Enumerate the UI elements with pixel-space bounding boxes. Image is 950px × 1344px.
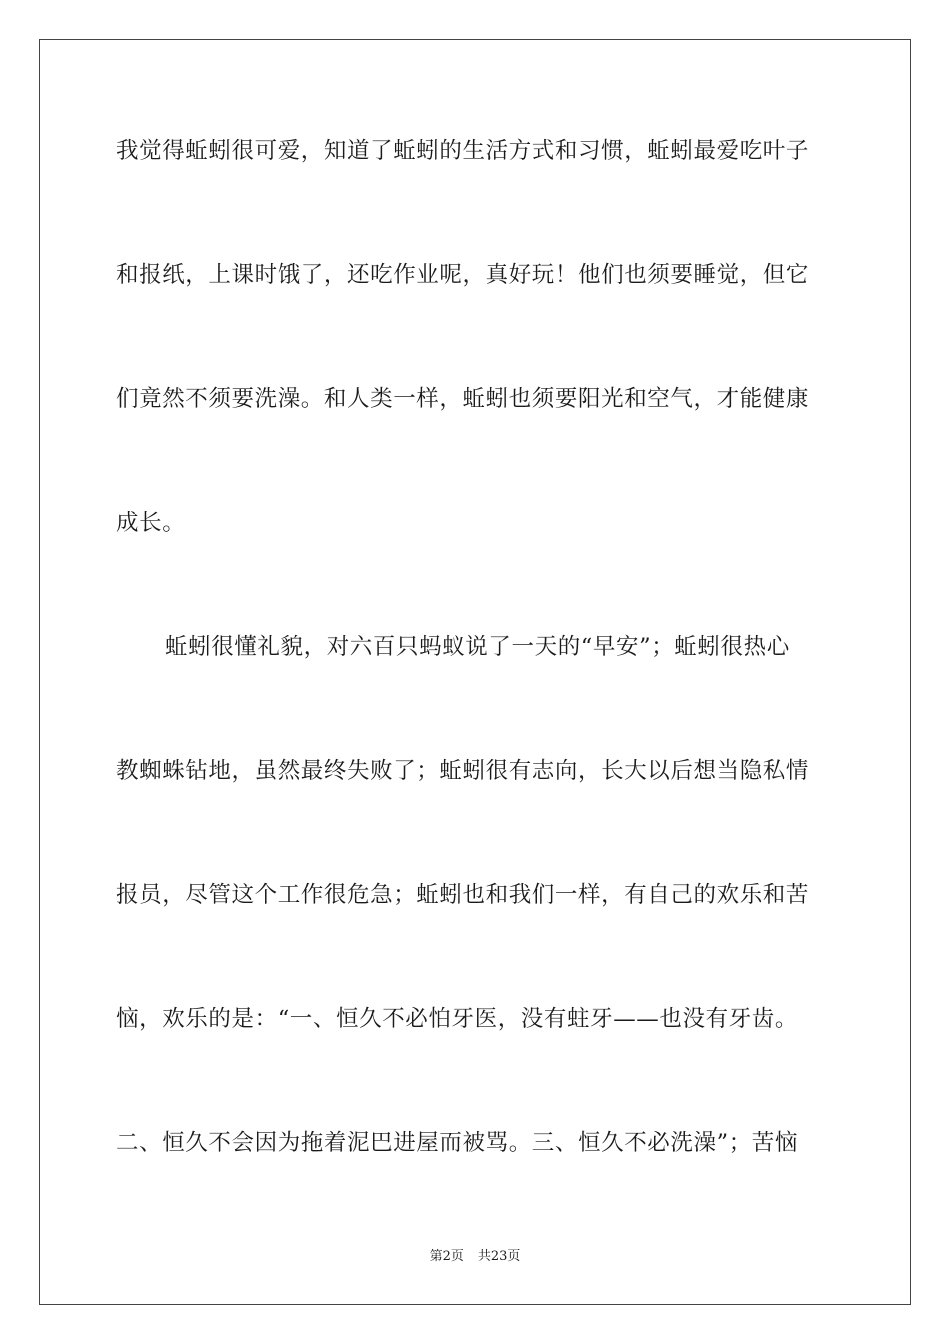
paragraph-line: 二、恒久不会因为拖着泥巴进屋而被骂。三、恒久不必洗澡”；苦恼: [116, 1130, 799, 1156]
paragraph-line: 教蜘蛛钻地，虽然最终失败了；蚯蚓很有志向，长大以后想当隐私情: [116, 758, 810, 784]
page-frame: [39, 39, 911, 1305]
paragraph-line: 恼，欢乐的是：“一、恒久不必怕牙医，没有蛀牙——也没有牙齿。: [116, 1006, 799, 1032]
paragraph-line: 们竟然不须要洗澡。和人类一样，蚯蚓也须要阳光和空气，才能健康: [116, 386, 810, 412]
page-number: 第2页: [429, 1249, 464, 1264]
page-footer: [0, 1248, 950, 1266]
paragraph-line: 成长。: [116, 510, 186, 536]
paragraph-line: 报员，尽管这个工作很危急；蚯蚓也和我们一样，有自己的欢乐和苦: [116, 882, 810, 908]
paragraph-line: 和报纸，上课时饿了，还吃作业呢，真好玩！他们也须要睡觉，但它: [116, 262, 810, 288]
paragraph-line: 我觉得蚯蚓很可爱，知道了蚯蚓的生活方式和习惯，蚯蚓最爱吃叶子: [116, 138, 810, 164]
paragraph-line: 蚯蚓很懂礼貌，对六百只蚂蚁说了一天的“早安”；蚯蚓很热心: [165, 634, 790, 660]
page-total: 共23页: [477, 1249, 521, 1264]
